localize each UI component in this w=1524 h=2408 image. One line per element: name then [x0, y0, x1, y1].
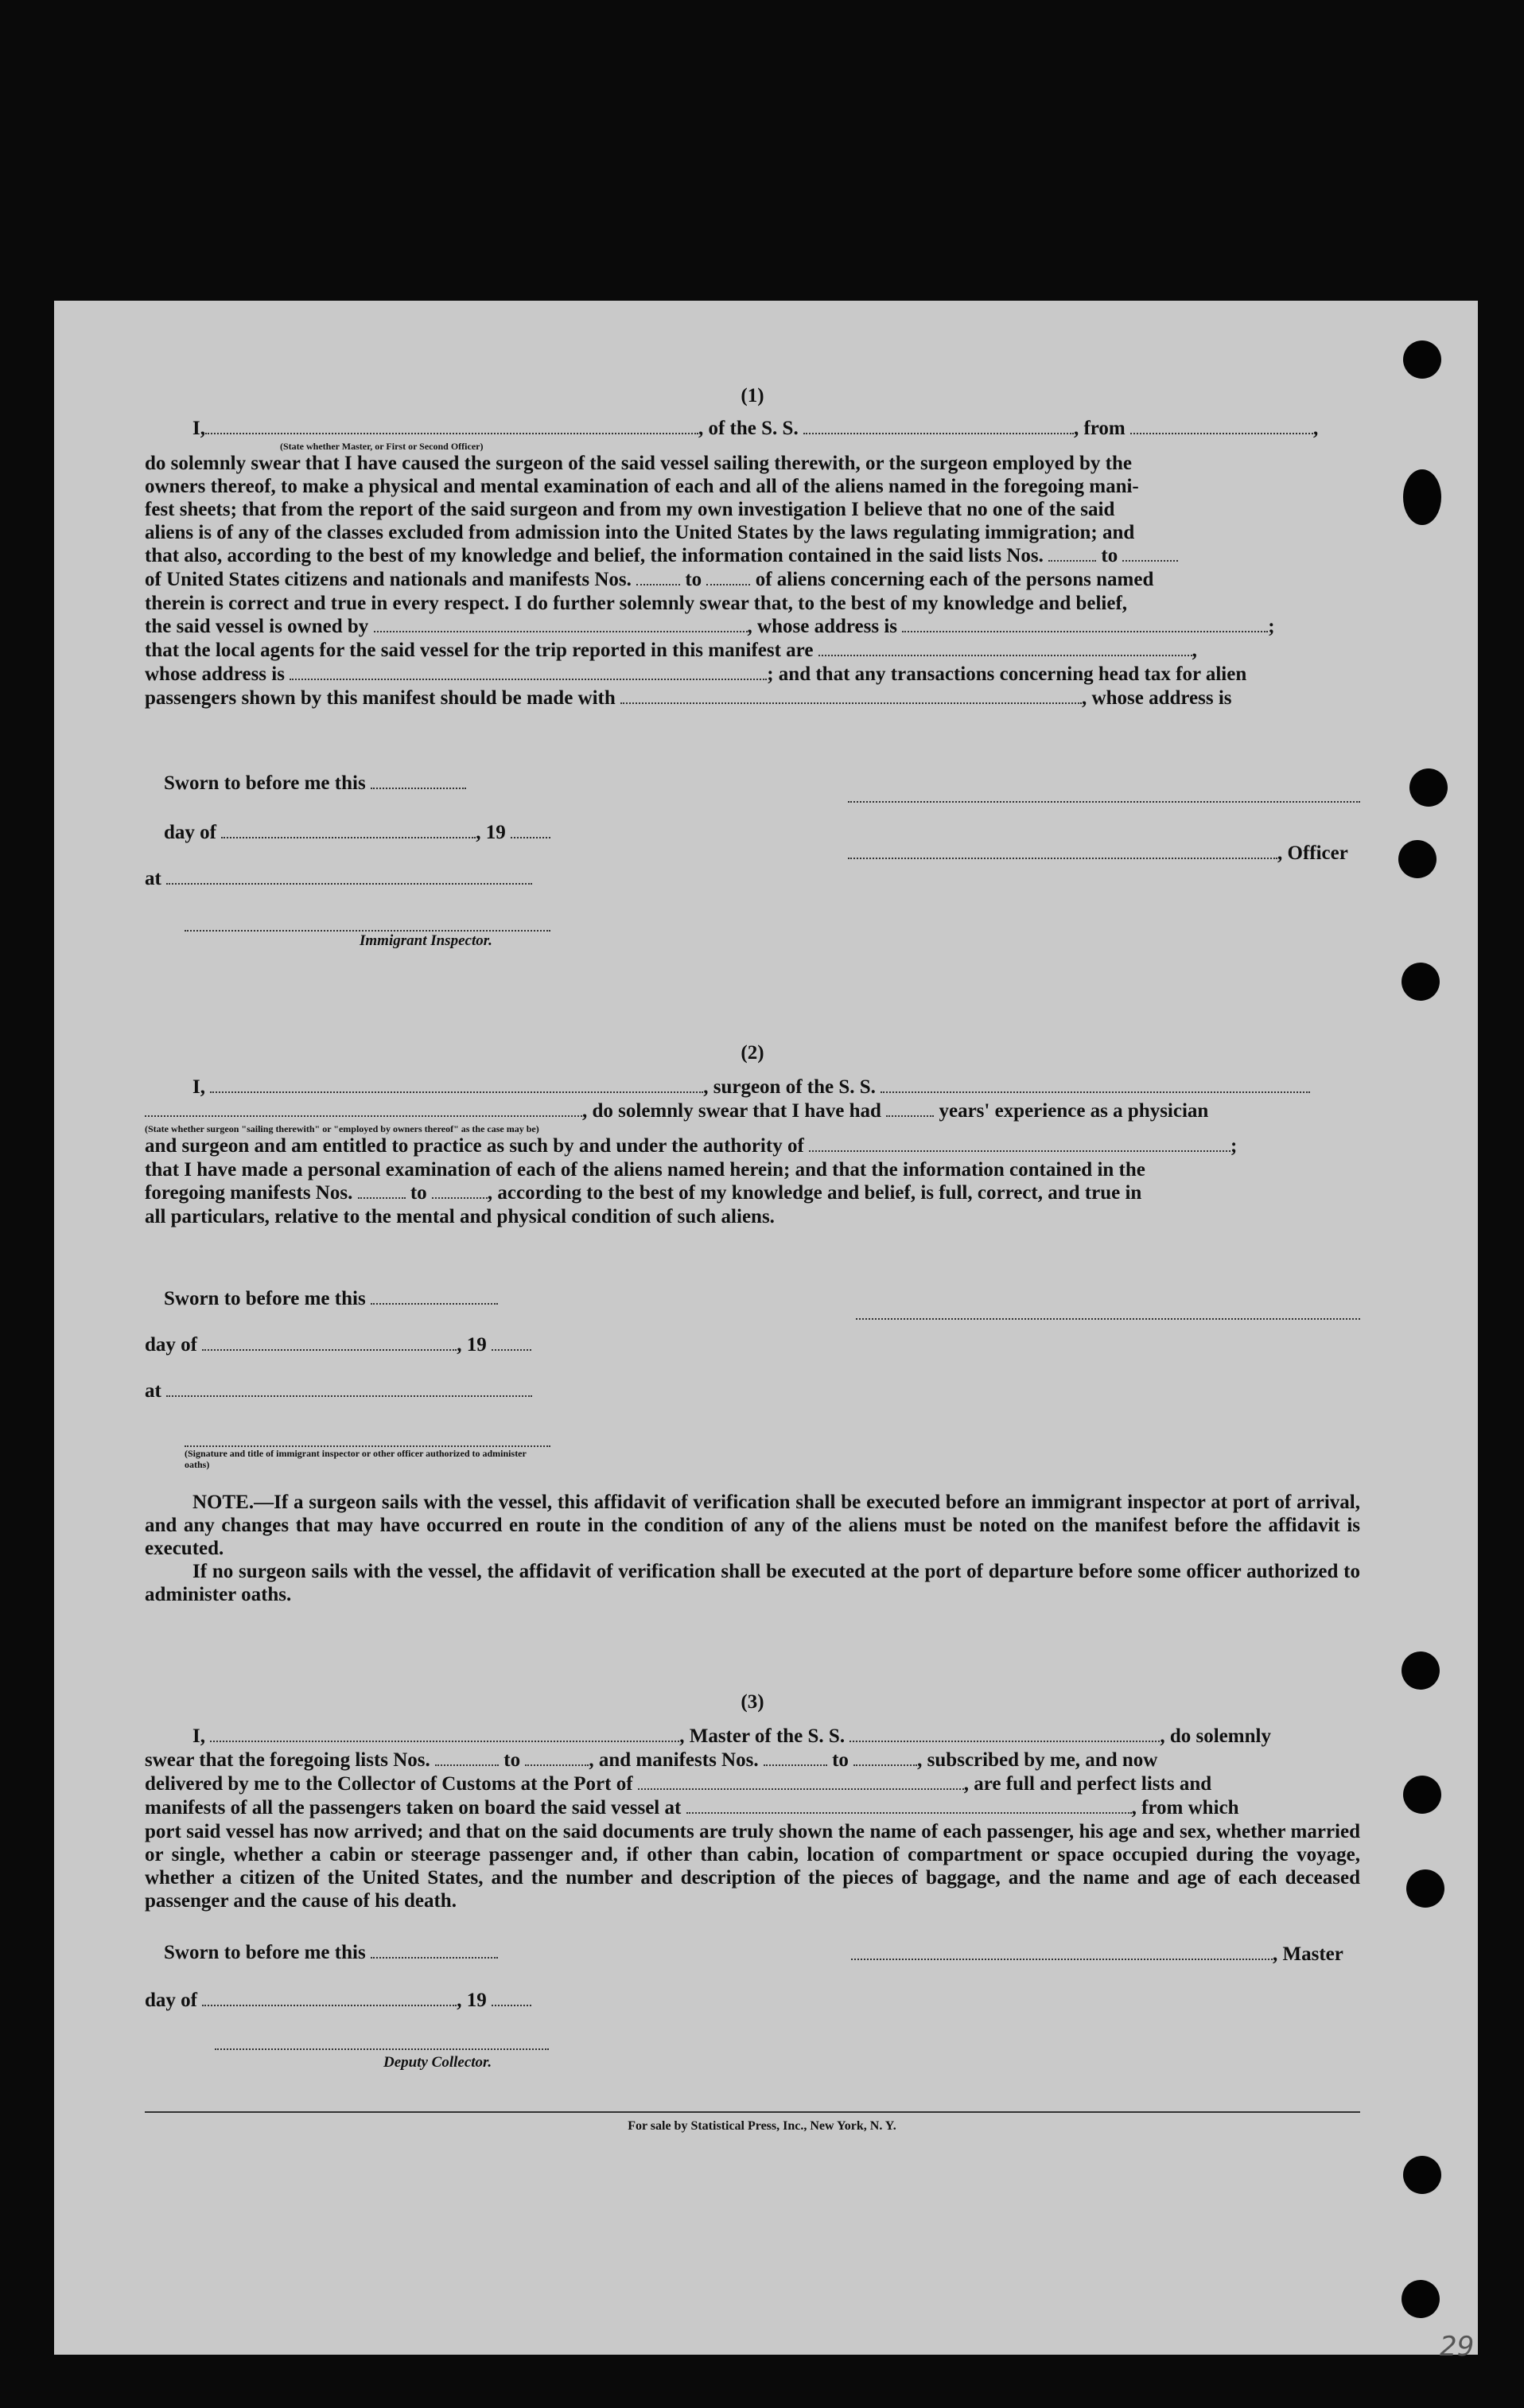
signature-caption: Deputy Collector.	[383, 2054, 492, 2071]
note: NOTE.—If a surgeon sails with the vessel, this affidavit of verification shall be executed before an immigrant inspector at port of arrival, and any changes that may have occurred en route in the condition of any of the aliens must be noted on the manifest before the affidavit is executed. If no surgeon sails with the vessel, the affidavit of verification shall be executed at the port of departure before some officer authorized to administer oaths.	[145, 1492, 1360, 1605]
binder-hole	[1403, 2156, 1441, 2194]
binder-hole	[1409, 768, 1448, 807]
signature-line	[856, 1309, 1360, 1324]
binder-hole	[1402, 1651, 1440, 1690]
printer-footer: For sale by Statistical Press, Inc., New York, N. Y.	[628, 2119, 896, 2133]
section-3: (3) I, , Master of the S. S. , do solemnly swear that the foregoing lists Nos. to , and manifests Nos. to , subscribed by me, and now delivered by me to the Collector of Customs at the Port of , are full and perfect lists and manifests of all the passengers taken on board the said vessel at , from which port said vessel has now arrived; and that on the said documents are truly shown the name of each passenger, his age and sex, whether married or single, whether a cabin or steerage passenger and, if other than cabin, location of compartment or space occupied during the voyage, whether a citizen of the United States, and the number and description of the pieces of baggage, and the name and age of each deceased passenger and the cause of his death.	[145, 1691, 1360, 1912]
section-1: (1) I, , of the S. S. , from , (State whether Master, or First or Second Officer) do solemnly swear that I have caused the surgeon of the said vessel sailing therewith, or the surgeon employed by the owners thereof, to make a physical and mental examination of each and all of the aliens named in the foregoing mani- fest sheets; that from the report of the said surgeon and from my own investigation I believe that no one of the said aliens is of any of the classes excluded from admission into the United States by the laws regulating immigration; and that also, according to the best of my knowledge and belief, the information contained in the said lists Nos. to of United States citizens and nationals and manifests Nos. to of aliens concerning each of the persons named therein is correct and true in every respect. I do further solemnly swear that, to the best of my knowledge and belief, the said vessel is owned by , whose address is ; that the local agents for the said vessel for the trip reported in this manifest are , whose address is ; and that any transactions concerning head tax for alien passengers shown by this manifest should be made with , whose address is	[145, 385, 1360, 710]
footer-rule	[145, 2111, 1360, 2113]
signature-line	[848, 792, 1360, 807]
binder-hole	[1406, 1869, 1444, 1908]
section-number: (3)	[741, 1691, 764, 1713]
binder-hole	[1402, 2280, 1440, 2318]
section-2: (2) I, , surgeon of the S. S. , do solemnly swear that I have had years' experience as a physician (State whether surgeon "sailing therewith" or "employed by owners thereof" as the case may be) and surgeon and am entitled to practice as such by and under the authority of ; that I have made a personal examination of each of the aliens named herein; and that the information contained in the foregoing manifests Nos. to , according to the best of my knowledge and belief, is full, correct, and true in all particulars, relative to the mental and physical condition of such aliens.	[145, 1042, 1360, 1228]
section-number: (1)	[741, 385, 764, 407]
field-caption: (State whether surgeon "sailing therewith" or "employed by owners thereof" as the case may be)	[145, 1123, 539, 1134]
binder-hole	[1403, 340, 1441, 379]
signature-caption: (Signature and title of immigrant inspector or other officer authorized to administer oaths)	[185, 1448, 527, 1470]
binder-hole	[1402, 963, 1440, 1001]
section-number: (2)	[741, 1042, 764, 1064]
binder-hole	[1403, 469, 1441, 525]
signature-line	[215, 2040, 549, 2054]
field-caption: (State whether Master, or First or Second Officer)	[280, 441, 484, 452]
binder-hole	[1398, 840, 1437, 878]
margin-page-number: 29	[1440, 2331, 1475, 2363]
signature-caption: Immigrant Inspector.	[360, 932, 492, 949]
binder-hole	[1403, 1776, 1441, 1814]
